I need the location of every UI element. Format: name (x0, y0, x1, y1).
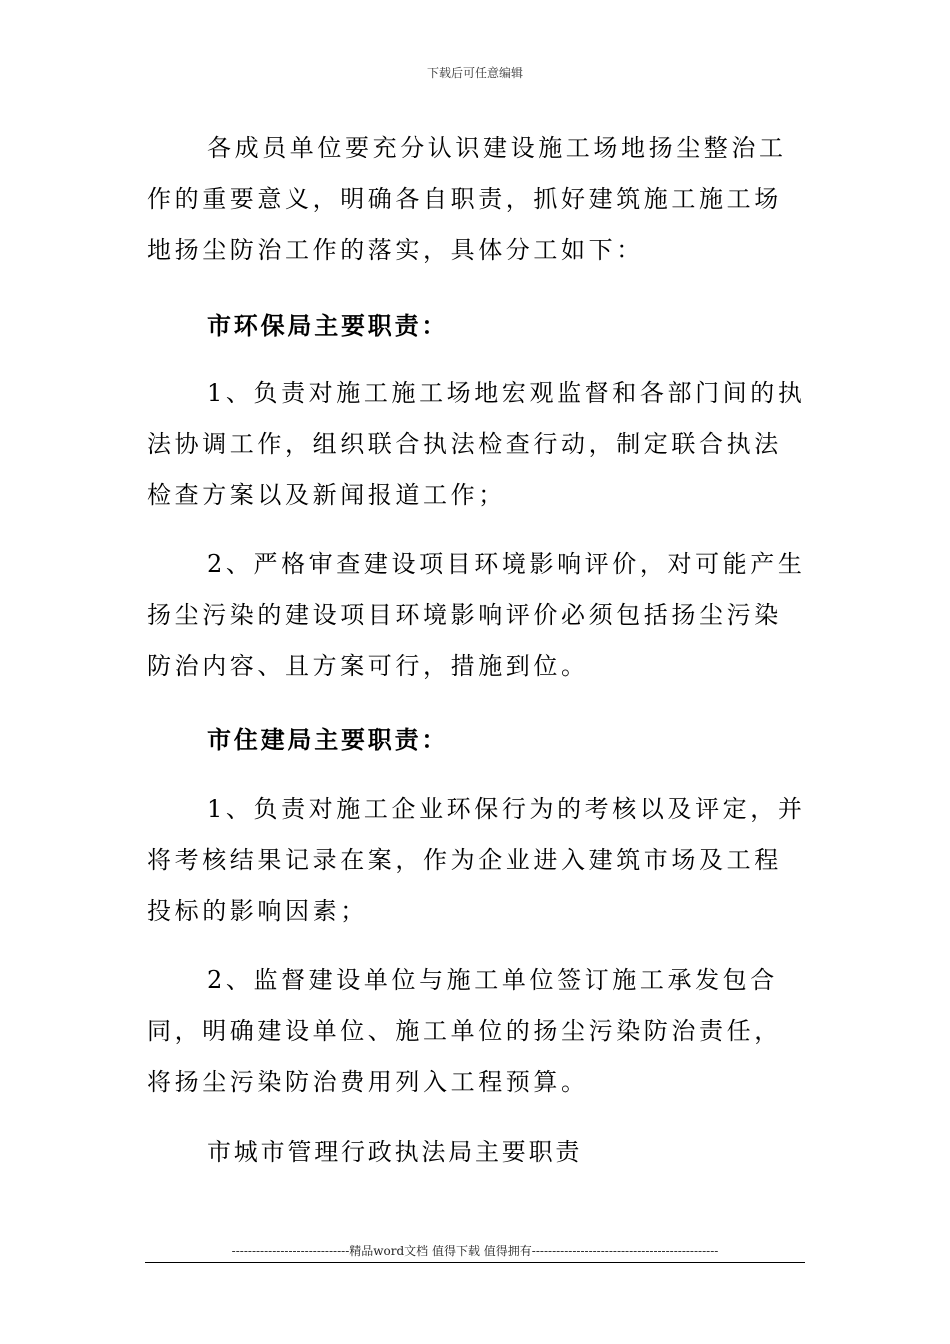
housing-duty-1: 1、负责对施工企业环保行为的考核以及评定，并将考核结果记录在案，作为企业进入建筑市场及工程投标的影响因素； (147, 795, 806, 925)
page-footer: -----------------------------精品word文档 值得下载 值得拥有---------------------------------------------- (231, 1244, 719, 1258)
section-heading-housing-bureau: 市住建局主要职责： (207, 725, 449, 754)
section-heading-environment-bureau: 市环保局主要职责： (207, 311, 449, 340)
page-header: 下载后可任意编辑 (426, 66, 523, 80)
environment-duty-2: 2、严格审查建设项目环境影响评价，对可能产生扬尘污染的建设项目环境影响评价必须包括扬尘污染防治内容、且方案可行，措施到位。 (147, 550, 806, 680)
footer-divider (145, 1262, 805, 1263)
environment-duty-1: 1、负责对施工施工场地宏观监督和各部门间的执法协调工作，组织联合执法检查行动，制定联合执法检查方案以及新闻报道工作； (147, 379, 806, 509)
intro-paragraph: 各成员单位要充分认识建设施工场地扬尘整治工作的重要意义，明确各自职责，抓好建筑施工施工场地扬尘防治工作的落实，具体分工如下： (147, 134, 787, 264)
housing-duty-2: 2、监督建设单位与施工单位签订施工承发包合同，明确建设单位、施工单位的扬尘污染防治责任，将扬尘污染防治费用列入工程预算。 (147, 966, 782, 1096)
section-heading-urban-management: 市城市管理行政执法局主要职责 (207, 1138, 583, 1166)
